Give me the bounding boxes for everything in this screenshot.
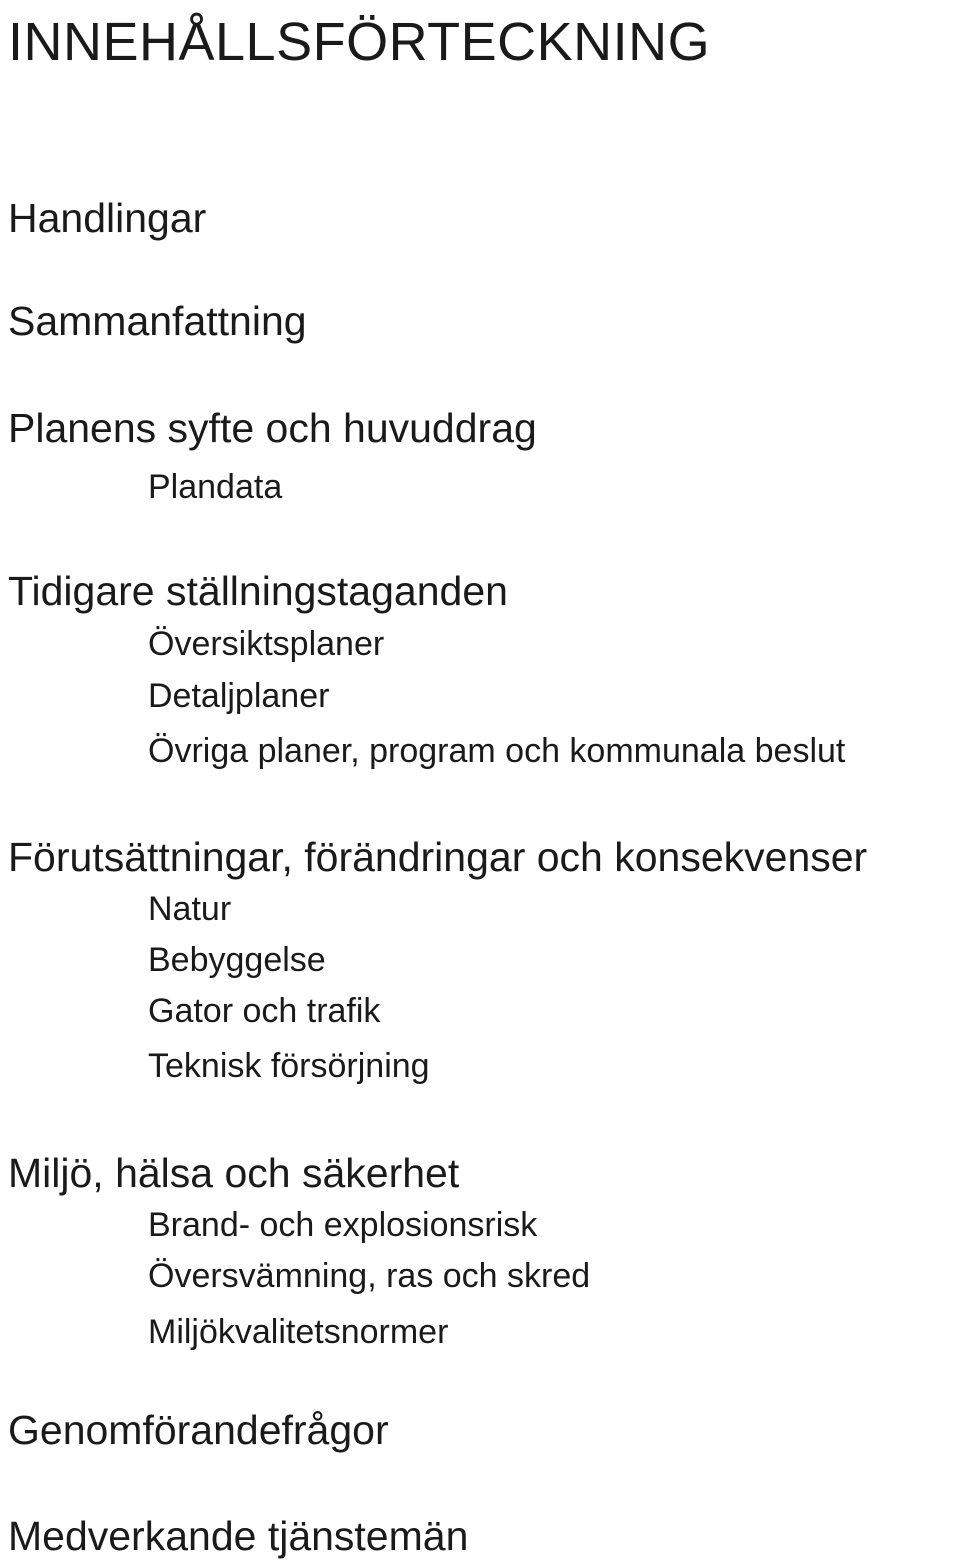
toc-heading-sammanfattning: Sammanfattning xyxy=(8,298,307,344)
toc-item-miljokvalitetsnormer: Miljökvalitetsnormer xyxy=(148,1313,449,1351)
toc-item-oversiktsplaner: Översiktsplaner xyxy=(148,625,385,663)
page-title: INNEHÅLLSFÖRTECKNING xyxy=(8,12,711,72)
toc-heading-miljo-halsa: Miljö, hälsa och säkerhet xyxy=(8,1150,460,1196)
toc-item-plandata: Plandata xyxy=(148,468,283,506)
toc-item-brand-explosionsrisk: Brand- och explosionsrisk xyxy=(148,1206,538,1244)
toc-item-ovriga-planer: Övriga planer, program och kommunala beslut xyxy=(148,732,846,770)
toc-heading-planens-syfte: Planens syfte och huvuddrag xyxy=(8,405,537,451)
toc-heading-forutsattningar: Förutsättningar, förändringar och konsekvenser xyxy=(8,834,868,880)
toc-heading-tidigare-stallningstaganden: Tidigare ställningstaganden xyxy=(8,568,508,614)
toc-item-bebyggelse: Bebyggelse xyxy=(148,941,326,979)
toc-heading-handlingar: Handlingar xyxy=(8,195,207,241)
toc-item-natur: Natur xyxy=(148,890,232,928)
toc-heading-genomforandefragor: Genomförandefrågor xyxy=(8,1407,389,1453)
toc-item-teknisk-forsorjning: Teknisk försörjning xyxy=(148,1047,430,1085)
toc-heading-medverkande: Medverkande tjänstemän xyxy=(8,1513,469,1559)
toc-item-detaljplaner: Detaljplaner xyxy=(148,677,330,715)
toc-item-oversvamning: Översvämning, ras och skred xyxy=(148,1257,591,1295)
toc-item-gator-och-trafik: Gator och trafik xyxy=(148,992,381,1030)
